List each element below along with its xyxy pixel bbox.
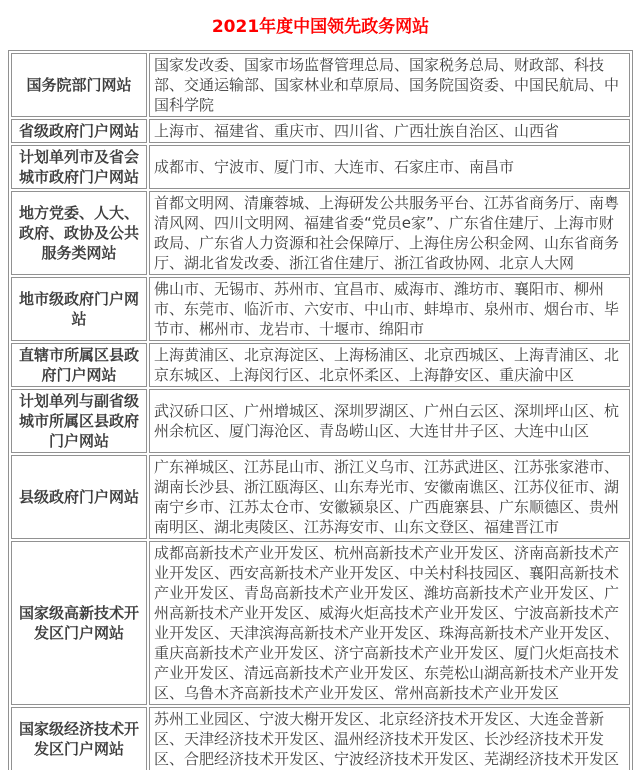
table-row [11,389,630,453]
table-row [11,145,630,189]
category-cell: 地方党委、人大、政府、政协及公共服务类网站 [11,191,147,275]
sites-cell: 武汉硚口区、广州增城区、深圳罗湖区、广州白云区、深圳坪山区、杭州余杭区、厦门海沧区、青岛崂山区、大连甘井子区、大连中山区 [149,389,630,453]
category-cell: 直辖市所属区县政府门户网站 [11,343,147,387]
category-cell: 国家级高新技术开发区门户网站 [11,541,147,705]
ranking-table [8,50,633,770]
category-cell: 省级政府门户网站 [11,119,147,143]
category-cell: 国务院部门网站 [11,53,147,117]
sites-cell: 成都市、宁波市、厦门市、大连市、石家庄市、南昌市 [149,145,630,189]
category-cell: 国家级经济技术开发区门户网站 [11,707,147,770]
sites-cell: 佛山市、无锡市、苏州市、宜昌市、威海市、潍坊市、襄阳市、柳州市、东莞市、临沂市、六安市、中山市、蚌埠市、泉州市、烟台市、毕节市、郴州市、龙岩市、十堰市、绵阳市 [149,277,630,341]
sites-cell: 首都文明网、清廉蓉城、上海研发公共服务平台、江苏省商务厅、南粤清风网、四川文明网、福建省委“党员e家”、广东省住建厅、上海市财政局、广东省人力资源和社会保障厅、上海住房公积金网、山东省商务厅、湖北省发改委、浙江省住建厅、浙江省政协网、北京人大网 [149,191,630,275]
table-row [11,343,630,387]
table-row [11,53,630,117]
sites-cell: 上海黄浦区、北京海淀区、上海杨浦区、北京西城区、上海青浦区、北京东城区、上海闵行区、北京怀柔区、上海静安区、重庆渝中区 [149,343,630,387]
table-row [11,277,630,341]
table-row [11,119,630,143]
table-row [11,455,630,539]
category-cell: 计划单列与副省级城市所属区县政府门户网站 [11,389,147,453]
category-cell: 县级政府门户网站 [11,455,147,539]
table-row [11,191,630,275]
ranking-table-body [11,53,630,770]
sites-cell: 苏州工业园区、宁波大榭开发区、北京经济技术开发区、大连金普新区、天津经济技术开发区、温州经济技术开发区、长沙经济技术开发区、合肥经济技术开发区、宁波经济技术开发区、芜湖经济技术开发区 [149,707,630,770]
category-cell: 地市级政府门户网站 [11,277,147,341]
page-title: 2021年度中国领先政务网站 [211,17,430,37]
sites-cell: 广东禅城区、江苏昆山市、浙江义乌市、江苏武进区、江苏张家港市、湖南长沙县、浙江瓯海区、山东寿光市、安徽南谯区、江苏仪征市、湖南宁乡市、江苏太仓市、安徽颍泉区、广西鹿寨县、广东顺德区、贵州南明区、湖北夷陵区、江苏海安市、山东文登区、福建晋江市 [149,455,630,539]
sites-cell: 上海市、福建省、重庆市、四川省、广西壮族自治区、山西省 [149,119,630,143]
sites-cell: 成都高新技术产业开发区、杭州高新技术产业开发区、济南高新技术产业开发区、西安高新技术产业开发区、中关村科技园区、襄阳高新技术产业开发区、青岛高新技术产业开发区、潍坊高新技术产业开发区、广州高新技术产业开发区、威海火炬高技术产业开发区、宁波高新技术产业开发区、天津滨海高新技术产业开发区、珠海高新技术产业开发区、重庆高新技术产业开发区、济宁高新技术产业开发区、厦门火炬高技术产业开发区、清远高新技术产业开发区、东莞松山湖高新技术产业开发区、乌鲁木齐高新技术产业开发区、常州高新技术产业开发区 [149,541,630,705]
sites-cell: 国家发改委、国家市场监督管理总局、国家税务总局、财政部、科技部、交通运输部、国家林业和草原局、国务院国资委、中国民航局、中国科学院 [149,53,630,117]
category-cell: 计划单列市及省会城市政府门户网站 [11,145,147,189]
table-row [11,541,630,705]
table-row [11,707,630,770]
